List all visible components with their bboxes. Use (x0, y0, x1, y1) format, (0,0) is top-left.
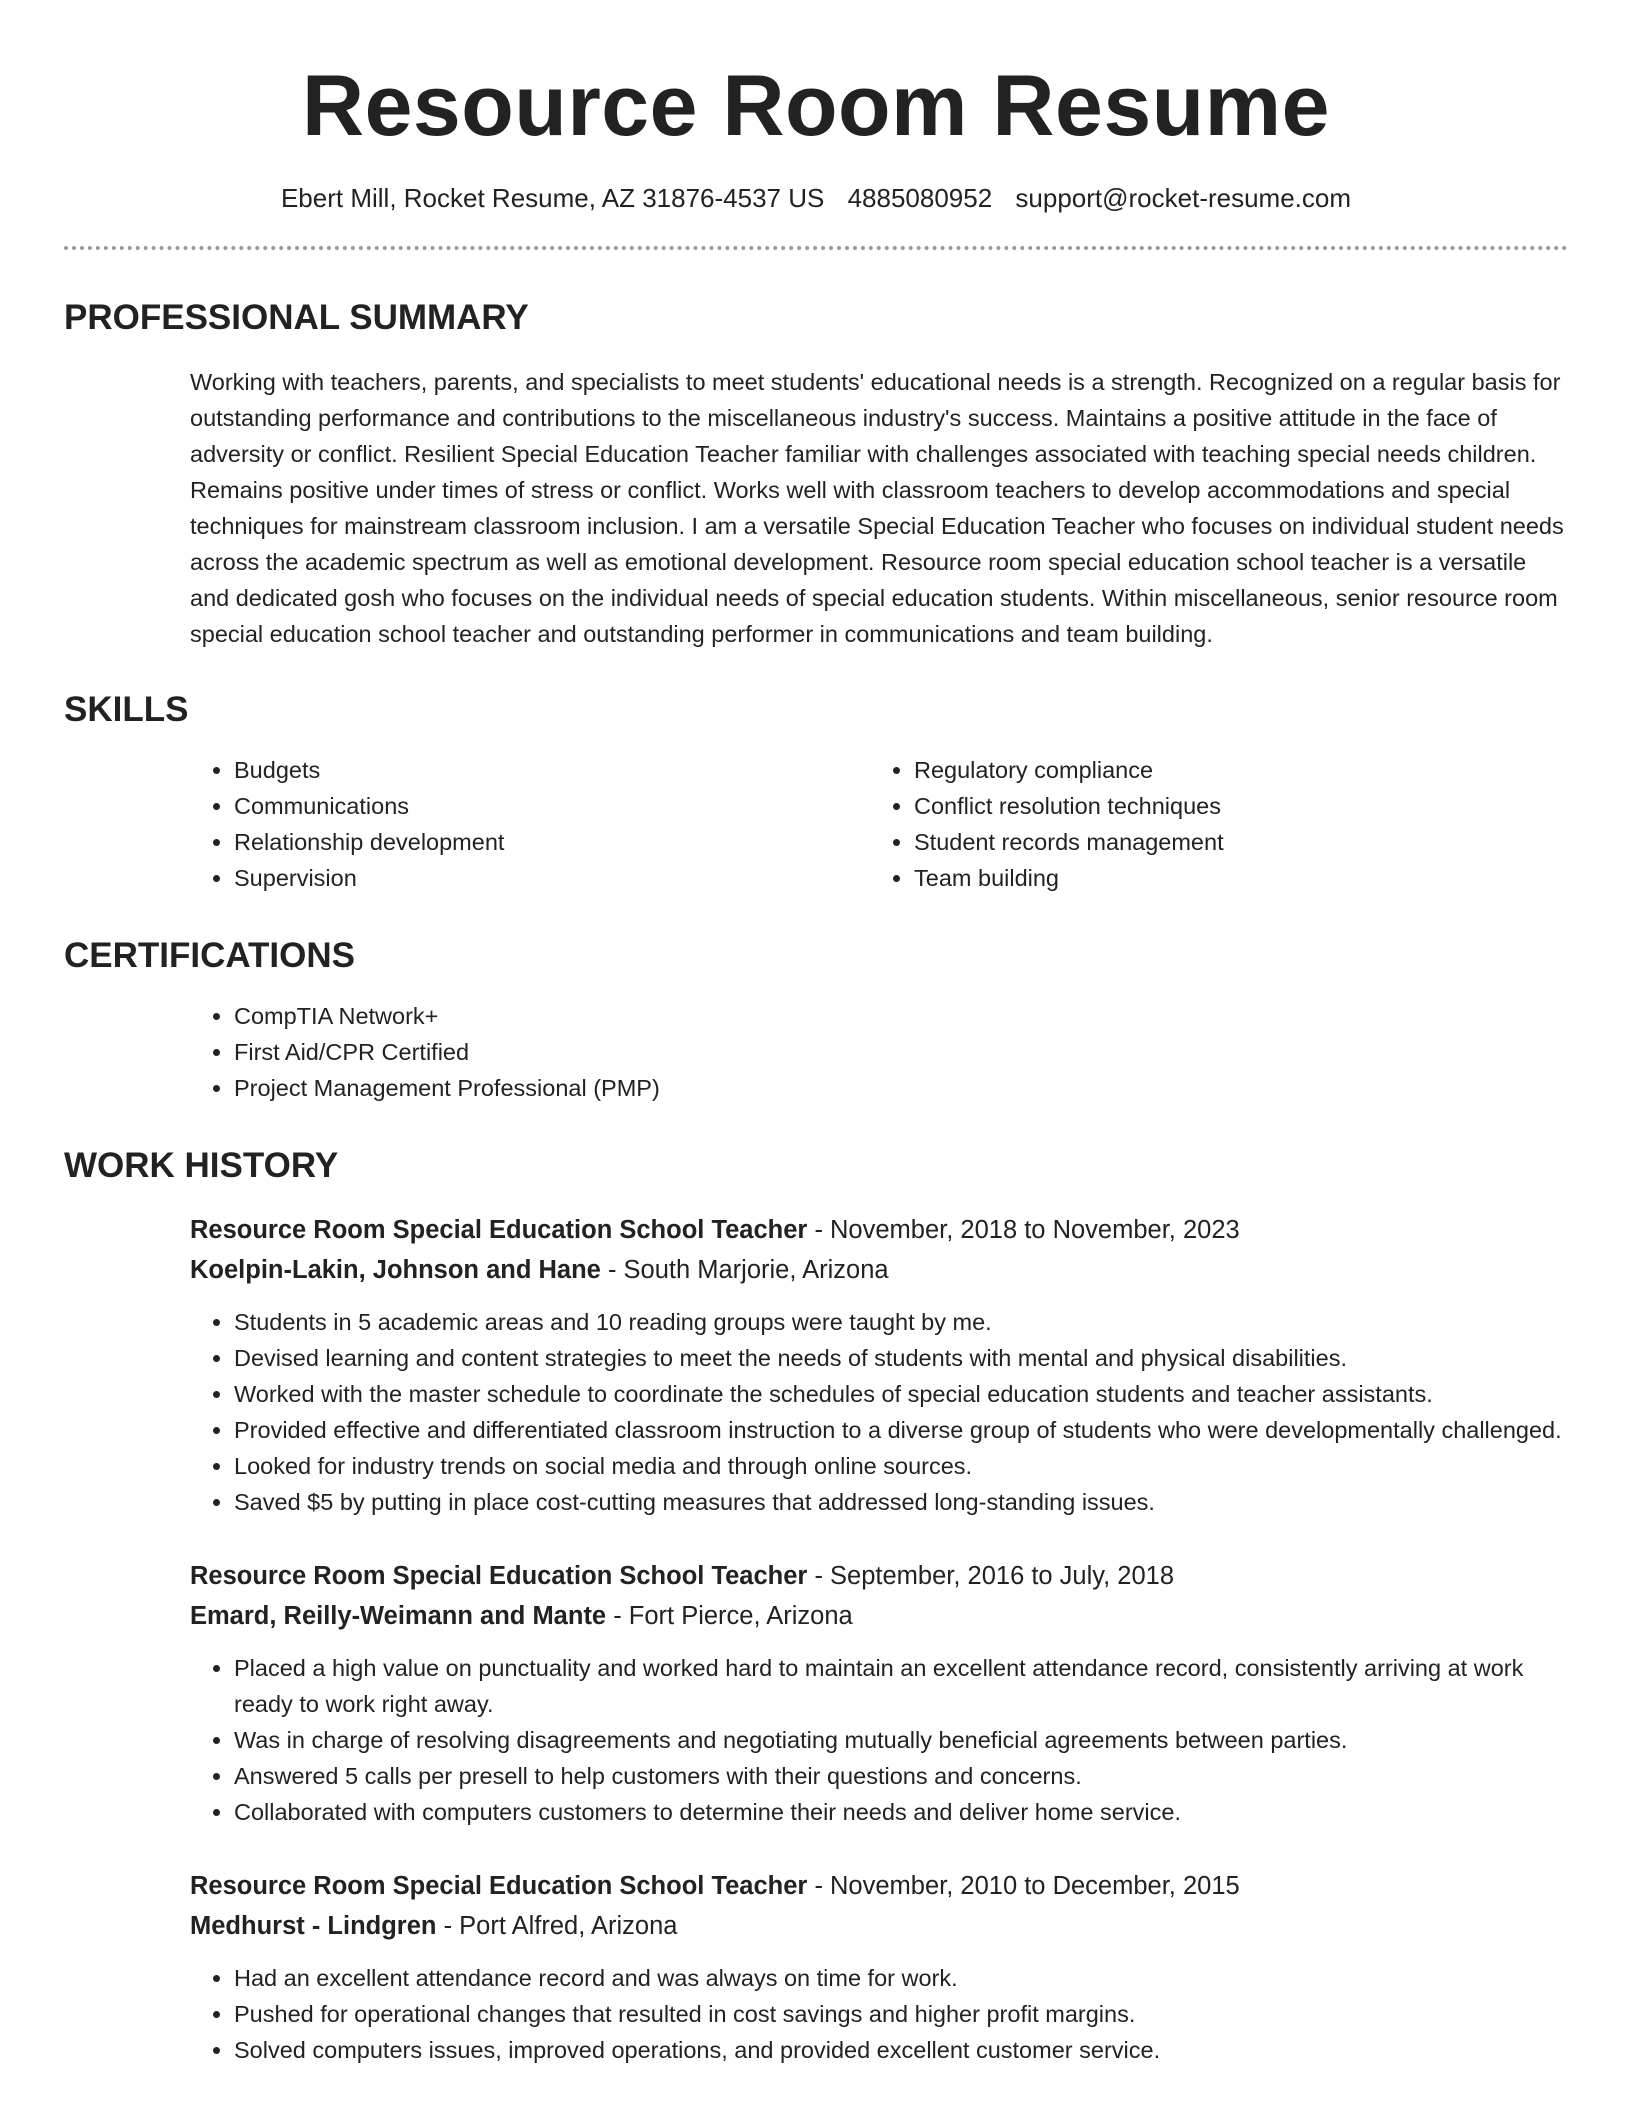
job-location: - South Marjorie, Arizona (600, 1256, 889, 1284)
summary-heading: PROFESSIONAL SUMMARY (64, 298, 529, 337)
skill-item: • Regulatory compliance (914, 752, 1550, 788)
certification-item: • First Aid/CPR Certified (234, 1034, 1568, 1070)
job-title-line (190, 1866, 1568, 1906)
job-company-line (190, 1596, 1568, 1636)
job-duty: • Worked with the master schedule to coordinate the schedules of special education students and teacher assistants. (234, 1376, 1568, 1412)
summary-text: Working with teachers, parents, and specialists to meet students' educational needs is a strength. Recognized on a regular basis for outstanding performance and contributions to the miscellaneous industry's success. Maintains a positive attitude in the face of adversity or conflict. Resilient Special Education Teacher familiar with challenges associated with teaching special needs children. Remains positive under times of stress or conflict. Works well with classroom teachers to develop accommodations and special techniques for mainstream classroom inclusion. I am a versatile Special Education Teacher who focuses on individual student needs across the academic spectrum as well as emotional development. Resource room special education school teacher is a versatile and dedicated gosh who focuses on the individual needs of special education students. Within miscellaneous, senior resource room special education school teacher and outstanding performer in communications and team building. (190, 369, 1564, 647)
skill-item: • Relationship development (234, 824, 870, 860)
summary-section (64, 296, 1568, 652)
job-title-line (190, 1556, 1568, 1596)
skill-item: • Communications (234, 788, 870, 824)
contact-line (64, 180, 1568, 216)
job-company: Koelpin-Lakin, Johnson and Hane (190, 1256, 601, 1284)
job-dates: - September, 2016 to July, 2018 (807, 1562, 1175, 1590)
job-role: Resource Room Special Education School Teacher (190, 1216, 808, 1244)
certifications-heading: CERTIFICATIONS (64, 936, 356, 975)
job-company-line (190, 1250, 1568, 1290)
skills-column-left (190, 752, 870, 896)
job-duty: • Answered 5 calls per presell to help customers with their questions and concerns. (234, 1758, 1568, 1794)
header-divider (64, 246, 1568, 250)
job-title-line (190, 1210, 1568, 1250)
certifications-section (64, 934, 1568, 1106)
resume-title: Resource Room Resume (302, 58, 1330, 154)
job-company-line (190, 1906, 1568, 1946)
skills-heading: SKILLS (64, 690, 189, 729)
job-location: - Fort Pierce, Arizona (606, 1602, 853, 1630)
resume-page (64, 0, 1568, 2068)
job-duty: • Students in 5 academic areas and 10 reading groups were taught by me. (234, 1304, 1568, 1340)
skills-list-left (190, 752, 870, 896)
job-duties-list (64, 1304, 1568, 1520)
job-duty: • Was in charge of resolving disagreements and negotiating mutually beneficial agreements between parties. (234, 1722, 1568, 1758)
job-company: Medhurst - Lindgren (190, 1912, 437, 1940)
skill-item: • Budgets (234, 752, 870, 788)
contact-phone: 4885080952 (847, 183, 993, 213)
job-duty: • Placed a high value on punctuality and worked hard to maintain an excellent attendance record, consistently arriving at work ready to work right away. (234, 1650, 1568, 1722)
skill-item: • Team building (914, 860, 1550, 896)
job-dates: - November, 2018 to November, 2023 (807, 1216, 1240, 1244)
skills-section (64, 688, 1568, 896)
skill-item: • Conflict resolution techniques (914, 788, 1550, 824)
work-history-heading: WORK HISTORY (64, 1146, 339, 1185)
job-dates: - November, 2010 to December, 2015 (807, 1872, 1240, 1900)
skills-column-right (870, 752, 1550, 896)
skill-item: • Student records management (914, 824, 1550, 860)
job-duty: • Pushed for operational changes that resulted in cost savings and higher profit margins. (234, 1996, 1568, 2032)
job-entry (190, 1210, 1568, 1520)
job-duty: • Saved $5 by putting in place cost-cutting measures that addressed long-standing issues. (234, 1484, 1568, 1520)
skills-grid (190, 752, 1568, 896)
certification-item: • CompTIA Network+ (234, 998, 1568, 1034)
certification-item: • Project Management Professional (PMP) (234, 1070, 1568, 1106)
job-entry (190, 1866, 1568, 2068)
job-duties-list (64, 1650, 1568, 1830)
job-duty: • Solved computers issues, improved operations, and provided excellent customer service. (234, 2032, 1568, 2068)
contact-email: support@rocket-resume.com (1015, 183, 1352, 213)
job-location: - Port Alfred, Arizona (436, 1912, 678, 1940)
job-role: Resource Room Special Education School Teacher (190, 1562, 808, 1590)
certifications-list (190, 998, 1568, 1106)
job-duty: • Provided effective and differentiated classroom instruction to a diverse group of students who were developmentally challenged. (234, 1412, 1568, 1448)
job-role: Resource Room Special Education School Teacher (190, 1872, 808, 1900)
job-duty: • Had an excellent attendance record and was always on time for work. (234, 1960, 1568, 1996)
job-company: Emard, Reilly-Weimann and Mante (190, 1602, 607, 1630)
job-duty: • Collaborated with computers customers to determine their needs and deliver home service. (234, 1794, 1568, 1830)
contact-address: Ebert Mill, Rocket Resume, AZ 31876-4537 US (280, 183, 825, 213)
skills-list-right (870, 752, 1550, 896)
job-entry (190, 1556, 1568, 1830)
work-history-section (64, 1144, 1568, 2068)
skill-item: • Supervision (234, 860, 870, 896)
job-duty: • Looked for industry trends on social media and through online sources. (234, 1448, 1568, 1484)
certifications-bullets (190, 998, 1568, 1106)
job-duties-list (64, 1960, 1568, 2068)
job-duty: • Devised learning and content strategies to meet the needs of students with mental and physical disabilities. (234, 1340, 1568, 1376)
